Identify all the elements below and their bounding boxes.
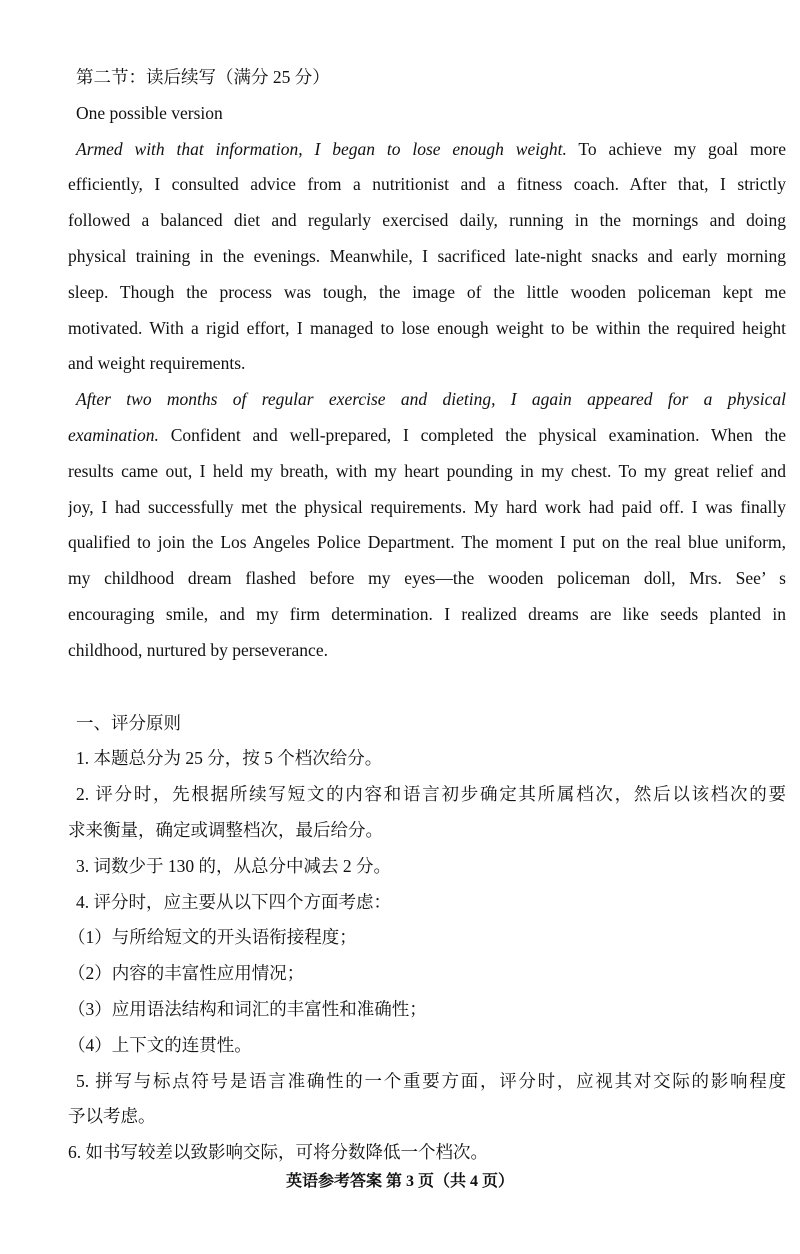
rubric-item <box>68 777 786 849</box>
essay <box>68 132 786 669</box>
essay-text: childhood, nurtured by perseverance. <box>68 639 328 660</box>
rubric-item <box>68 1028 786 1064</box>
rubric-line: 予以考虑。 <box>68 1106 156 1127</box>
lead-sentence: Armed with that information, I began to lose enough weight. <box>76 138 567 159</box>
essay-text: my childhood dream flashed before my eyes—the wooden policeman doll, Mrs. See’ s <box>68 568 786 589</box>
essay-line <box>68 633 786 669</box>
essay-line <box>68 311 786 347</box>
essay-line <box>68 382 786 418</box>
version-label: One possible version <box>76 102 223 123</box>
rubric-line: （3）应用语法结构和词汇的丰富性和准确性； <box>68 998 427 1019</box>
essay-text: Confident and well-prepared, I completed the physical examination. When the <box>158 424 786 445</box>
rubric-heading: 一、评分原则 <box>76 712 181 733</box>
essay-paragraph <box>68 382 786 668</box>
rubric-item <box>68 920 786 956</box>
essay-line <box>68 346 786 382</box>
essay-line <box>68 203 786 239</box>
rubric-line: 2. 评分时，先根据所续写短文的内容和语言初步确定其所属档次，然后以该档次的要 <box>76 784 786 805</box>
rubric-line: （4）上下文的连贯性。 <box>68 1034 252 1055</box>
rubric-item <box>68 992 786 1028</box>
rubric-item <box>68 885 786 921</box>
essay-line <box>68 275 786 311</box>
rubric-line: （2）内容的丰富性应用情况； <box>68 963 305 984</box>
essay-text: results came out, I held my breath, with my heart pounding in my chest. To my great relief and <box>68 460 786 481</box>
essay-line <box>68 561 786 597</box>
essay-line <box>68 167 786 203</box>
essay-text: and weight requirements. <box>68 353 246 374</box>
rubric-item <box>68 741 786 777</box>
section-title: 第二节：读后续写（满分 25 分） <box>76 67 330 87</box>
essay-line <box>68 132 786 168</box>
essay-text: followed a balanced diet and regularly exercised daily, running in the mornings and doing <box>68 210 786 231</box>
essay-text: physical training in the evenings. Meanwhile, I sacrificed late-night snacks and early morning <box>68 245 786 266</box>
rubric-line: 4. 评分时，应主要从以下四个方面考虑： <box>76 891 391 912</box>
page-footer: 英语参考答案 第 3 页（共 4 页） <box>285 1173 514 1190</box>
rubric-line: 1. 本题总分为 25 分，按 5 个档次给分。 <box>76 748 383 769</box>
essay-text: motivated. With a rigid effort, I managed to lose enough weight to be within the required height <box>68 317 786 338</box>
rubric-list <box>68 741 786 1171</box>
rubric-item <box>68 956 786 992</box>
essay-text: qualified to join the Los Angeles Police Department. The moment I put on the real blue uniform, <box>68 532 786 553</box>
essay-line <box>68 418 786 454</box>
essay-text: efficiently, I consulted advice from a nutritionist and a fitness coach. After that, I strictly <box>68 174 786 195</box>
rubric-line: 5. 拼写与标点符号是语言准确性的一个重要方面，评分时，应视其对交际的影响程度 <box>76 1070 786 1091</box>
lead-sentence: After two months of regular exercise and dieting, I again appeared for a physical <box>76 389 786 410</box>
essay-line <box>68 490 786 526</box>
essay-line <box>68 454 786 490</box>
document-page <box>68 60 786 1171</box>
rubric-item <box>68 1135 786 1171</box>
essay-line <box>68 525 786 561</box>
essay-text: joy, I had successfully met the physical requirements. My hard work had paid off. I was finally <box>68 496 786 517</box>
rubric-line: 3. 词数少于 130 的，从总分中减去 2 分。 <box>76 855 391 876</box>
lead-sentence: examination. <box>68 424 159 445</box>
essay-paragraph <box>68 132 786 383</box>
rubric-item <box>68 849 786 885</box>
essay-text: sleep. Though the process was tough, the image of the little wooden policeman kept me <box>68 281 786 302</box>
essay-line <box>68 597 786 633</box>
essay-text: encouraging smile, and my firm determination. I realized dreams are like seeds planted in <box>68 603 786 624</box>
rubric-line: 6. 如书写较差以致影响交际，可将分数降低一个档次。 <box>68 1142 488 1163</box>
rubric-line: 求来衡量，确定或调整档次，最后给分。 <box>68 819 383 840</box>
essay-text: To achieve my goal more <box>566 138 786 159</box>
rubric-line: （1）与所给短文的开头语衔接程度； <box>68 927 357 948</box>
rubric-item <box>68 1064 786 1136</box>
essay-line <box>68 239 786 275</box>
